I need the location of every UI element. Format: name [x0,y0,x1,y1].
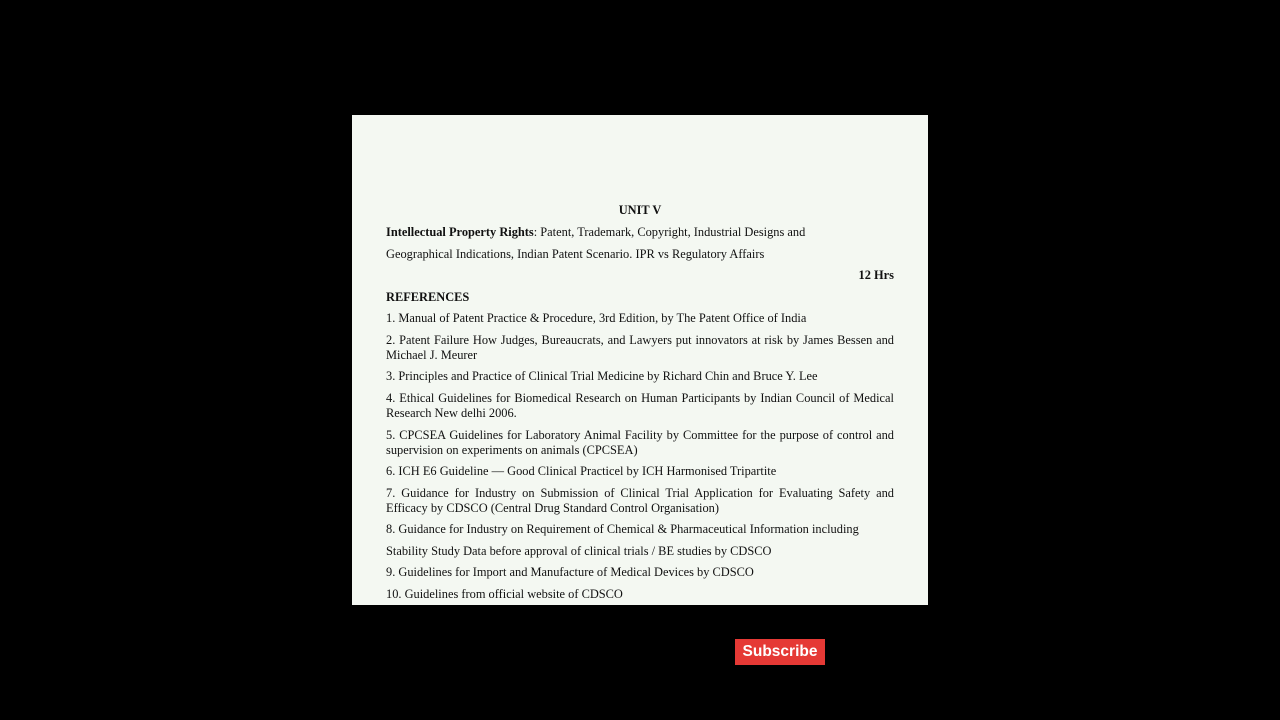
reference-item: 5. CPCSEA Guidelines for Laboratory Animal Facility by Committee for the purpose of control and supervision on experiments on animals (CPCSEA) [386,428,894,457]
ipr-topics-part1: : Patent, Trademark, Copyright, Industrial Designs and [533,225,806,239]
hours-label: 12 Hrs [858,268,894,282]
unit-title: UNIT V [618,203,662,217]
reference-item: 4. Ethical Guidelines for Biomedical Research on Human Participants by Indian Council of Medical Research New delhi 2006. [386,391,894,420]
references-heading: REFERENCES [386,290,470,304]
ipr-heading: Intellectual Property Rights [386,225,534,239]
reference-item: 10. Guidelines from official website of CDSCO [386,587,623,601]
reference-item: 1. Manual of Patent Practice & Procedure, 3rd Edition, by The Patent Office of India [386,311,807,325]
reference-item: Stability Study Data before approval of clinical trials / BE studies by CDSCO [386,544,772,558]
reference-item: 8. Guidance for Industry on Requirement of Chemical & Pharmaceutical Information including [386,522,859,536]
reference-item: 9. Guidelines for Import and Manufacture of Medical Devices by CDSCO [386,565,754,579]
reference-item: 3. Principles and Practice of Clinical Trial Medicine by Richard Chin and Bruce Y. Lee [386,369,818,383]
ipr-line-1 [386,225,894,240]
reference-item: 2. Patent Failure How Judges, Bureaucrats, and Lawyers put innovators at risk by James Bessen and Michael J. Meurer [386,333,894,362]
ipr-line-2: Geographical Indications, Indian Patent Scenario. IPR vs Regulatory Affairs [386,247,765,261]
document-page [352,115,928,605]
reference-item: 6. ICH E6 Guideline — Good Clinical Practicel by ICH Harmonised Tripartite [386,464,777,478]
reference-item: 7. Guidance for Industry on Submission of Clinical Trial Application for Evaluating Safety and Efficacy by CDSCO (Central Drug Standard Control Organisation) [386,486,894,515]
subscribe-button[interactable]: Subscribe [735,639,825,665]
